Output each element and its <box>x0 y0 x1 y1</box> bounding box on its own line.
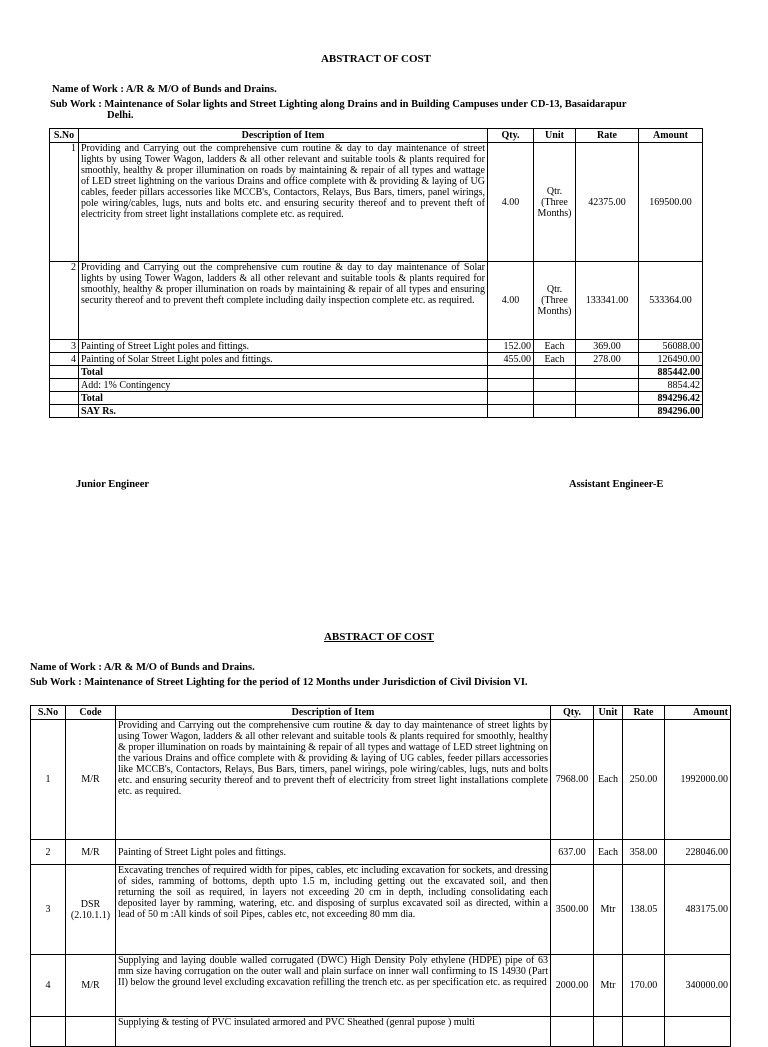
code: DSR (2.10.1.1) <box>66 865 116 955</box>
description: Painting of Street Light poles and fittings. <box>79 340 488 353</box>
description: Providing and Carrying out the comprehensive cum routine & day to day maintenance of Solar lights by using Tower Wagon, ladders & all other relevant and suitable tools & plants required for smoothly, healthy & proper illumination on roads by maintaining & repair of all types and ensuring security thereof and to prevent theft complete including daily inspection complete etc. as required. <box>79 262 488 340</box>
col-unit: Unit <box>594 706 623 720</box>
doc1-header-row <box>50 129 703 143</box>
description: Painting of Solar Street Light poles and fittings. <box>79 353 488 366</box>
rate: 170.00 <box>623 955 665 1017</box>
rate: 133341.00 <box>576 262 639 340</box>
sno: 2 <box>31 840 66 865</box>
signatory-junior-engineer: Junior Engineer <box>76 479 150 490</box>
unit: Qtr. (Three Months) <box>534 143 576 262</box>
rate: 278.00 <box>576 353 639 366</box>
doc2-table <box>30 705 731 1047</box>
sno: 1 <box>31 720 66 840</box>
total-row <box>50 366 703 379</box>
doc1-name-of-work: Name of Work : A/R & M/O of Bunds and Drains. <box>52 84 277 95</box>
description: Providing and Carrying out the comprehensive cum routine & day to day maintenance of street lights by using Tower Wagon, ladders & all other relevant and suitable tools & plants required for smoothly, healthy & proper illumination on roads by maintaining & repair of all types and wattage of LED street lightning on the various Drains and office complete with & providing & laying of UG cables, feeder pillars accessories like MCCB's, Contactors, Relays, Bus Bars, timers, panel wirings, pole wiring/cables, lugs, nuts and bolts etc. and ensuring security thereof and to prevent theft of electricity from street light installations complete etc. as required. <box>116 720 551 840</box>
table-row <box>31 955 731 1017</box>
col-amount: Amount <box>639 129 703 143</box>
say-label: SAY Rs. <box>79 405 488 418</box>
qty: 2000.00 <box>551 955 594 1017</box>
contingency-value: 8854.42 <box>639 379 703 392</box>
sno: 3 <box>50 340 79 353</box>
amount: 169500.00 <box>639 143 703 262</box>
sno: 4 <box>31 955 66 1017</box>
sno: 2 <box>50 262 79 340</box>
total2-label: Total <box>79 392 488 405</box>
description: Excavating trenches of required width for pipes, cables, etc including excavation for sockets, and dressing of sides, ramming of bottoms, depth upto 1.5 m, including getting out the excavated soil, and then returning the soil as required, in layers not exceeding 20 cm in depth, including consolidating each deposited layer by ramming, watering, etc. and disposing of surplus excavated soil as directed, within a lead of 50 m :All kinds of soil Pipes, cables etc, not exceeding 80 mm dia. <box>116 865 551 955</box>
doc2-name-of-work: Name of Work : A/R & M/O of Bunds and Drains. <box>30 662 255 673</box>
doc1-sub-work: Sub Work : Maintenance of Solar lights and Street Lighting along Drains and in Building Campuses under CD-13, Basaidarapur <box>50 99 627 110</box>
rate: 138.05 <box>623 865 665 955</box>
table-row <box>31 1017 731 1047</box>
table-row <box>50 340 703 353</box>
total-label: Total <box>79 366 488 379</box>
amount: 56088.00 <box>639 340 703 353</box>
total-value: 885442.00 <box>639 366 703 379</box>
unit: Each <box>594 720 623 840</box>
sno: 4 <box>50 353 79 366</box>
description: Supplying & testing of PVC insulated armored and PVC Sheathed (genral pupose ) multi <box>116 1017 551 1047</box>
col-rate: Rate <box>623 706 665 720</box>
unit: Mtr <box>594 955 623 1017</box>
contingency-row <box>50 379 703 392</box>
amount: 1992000.00 <box>665 720 731 840</box>
total2-row <box>50 392 703 405</box>
col-sno: S.No <box>50 129 79 143</box>
unit: Qtr. (Three Months) <box>534 262 576 340</box>
say-value: 894296.00 <box>639 405 703 418</box>
description: Supplying and laying double walled corrugated (DWC) High Density Poly ethylene (HDPE) pipe of 63 mm size having corrugation on the outer wall and plain surface on inner wall confirming to IS 14930 (Part II) below the ground level excluding excavation refilling the trench etc. as per specification etc. as required <box>116 955 551 1017</box>
doc2-header-row <box>31 706 731 720</box>
col-sno: S.No <box>31 706 66 720</box>
col-code: Code <box>66 706 116 720</box>
description: Providing and Carrying out the comprehensive cum routine & day to day maintenance of street lights by using Tower Wagon, ladders & all other relevant and suitable tools & plants required for smoothly, healthy & proper illumination on roads by maintaining & repair of all types and wattage of LED street lightning on the various Drains and office complete with & providing & laying of UG cables, feeder pillars accessories like MCCB's, Contactors, Relays, Bus Bars, timers, panel wirings, pole wiring/cables, lugs, nuts and bolts etc. and ensuring security thereof and to prevent theft of electricity from street light installations complete etc. as required. <box>79 143 488 262</box>
doc1-sub-work-cont: Delhi. <box>107 110 134 121</box>
doc2-sub-work: Sub Work : Maintenance of Street Lighting for the period of 12 Months under Jurisdiction of Civil Division VI. <box>30 677 528 688</box>
col-rate: Rate <box>576 129 639 143</box>
table-row <box>50 353 703 366</box>
qty: 3500.00 <box>551 865 594 955</box>
col-unit: Unit <box>534 129 576 143</box>
qty: 455.00 <box>488 353 534 366</box>
description: Painting of Street Light poles and fittings. <box>116 840 551 865</box>
code: M/R <box>66 955 116 1017</box>
sno: 1 <box>50 143 79 262</box>
qty: 637.00 <box>551 840 594 865</box>
unit: Mtr <box>594 865 623 955</box>
code: M/R <box>66 840 116 865</box>
col-desc: Description of Item <box>79 129 488 143</box>
col-qty: Qty. <box>488 129 534 143</box>
col-desc: Description of Item <box>116 706 551 720</box>
total2-value: 894296.42 <box>639 392 703 405</box>
table-row <box>31 840 731 865</box>
rate: 250.00 <box>623 720 665 840</box>
qty: 4.00 <box>488 262 534 340</box>
qty: 7968.00 <box>551 720 594 840</box>
table-row <box>50 262 703 340</box>
doc2-title: ABSTRACT OF COST <box>323 631 435 643</box>
rate: 358.00 <box>623 840 665 865</box>
rate: 42375.00 <box>576 143 639 262</box>
code: M/R <box>66 720 116 840</box>
table-row <box>31 720 731 840</box>
sno: 3 <box>31 865 66 955</box>
col-amount: Amount <box>665 706 731 720</box>
doc1-table <box>49 128 703 418</box>
amount: 228046.00 <box>665 840 731 865</box>
amount: 340000.00 <box>665 955 731 1017</box>
qty: 152.00 <box>488 340 534 353</box>
contingency-label: Add: 1% Contingency <box>79 379 488 392</box>
col-qty: Qty. <box>551 706 594 720</box>
qty: 4.00 <box>488 143 534 262</box>
amount: 533364.00 <box>639 262 703 340</box>
unit: Each <box>534 340 576 353</box>
unit: Each <box>594 840 623 865</box>
amount: 126490.00 <box>639 353 703 366</box>
table-row <box>31 865 731 955</box>
doc1-title: ABSTRACT OF COST <box>320 53 432 65</box>
unit: Each <box>534 353 576 366</box>
amount: 483175.00 <box>665 865 731 955</box>
say-row <box>50 405 703 418</box>
table-row <box>50 143 703 262</box>
signatory-assistant-engineer: Assistant Engineer-E <box>569 479 664 490</box>
rate: 369.00 <box>576 340 639 353</box>
